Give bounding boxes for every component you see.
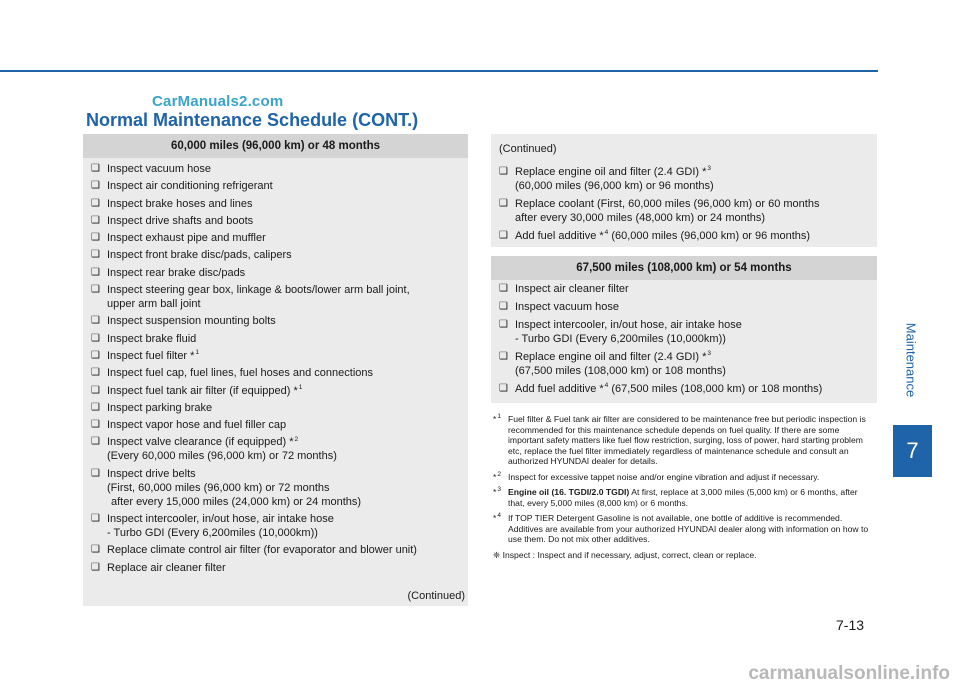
item-text: Inspect air cleaner filter	[515, 283, 629, 295]
checkbox-icon: ❑	[91, 249, 100, 261]
schedule-item	[91, 197, 462, 211]
footnotes	[493, 414, 876, 560]
item-text: Inspect intercooler, in/out hose, air intake hose	[515, 319, 742, 331]
footnote-mark: *$^4$	[493, 512, 501, 523]
schedule-item	[499, 350, 871, 378]
checkbox-icon: ❑	[91, 332, 100, 344]
checkbox-icon: ❑	[91, 513, 100, 525]
schedule-item	[91, 467, 462, 509]
schedule-item	[91, 366, 462, 380]
item-detail: (First, 60,000 miles (96,000 km) or 72 months	[107, 481, 330, 494]
checkbox-icon: ❑	[91, 467, 100, 479]
footnote-mark: *$^2$	[493, 470, 501, 482]
schedule-list	[491, 163, 877, 243]
checkbox-icon: ❑	[91, 401, 100, 413]
right-continued-panel	[491, 134, 877, 247]
checkbox-icon: ❑	[91, 315, 100, 327]
schedule-list	[491, 280, 877, 396]
item-text: Inspect fuel cap, fuel lines, fuel hoses and connections	[107, 367, 374, 380]
checkbox-icon: ❑	[91, 197, 100, 209]
item-detail: - Turbo GDI (Every 6,200miles (10,000km))	[107, 527, 318, 540]
schedule-item	[91, 384, 462, 398]
schedule-item	[499, 165, 871, 193]
checkbox-icon: ❑	[91, 367, 100, 379]
checkbox-icon: ❑	[499, 301, 508, 312]
item-text: Inspect suspension mounting bolts	[107, 315, 276, 328]
footnote-ref: 3	[707, 350, 712, 358]
watermark: CarManuals2.com	[152, 93, 284, 110]
item-text: Replace engine oil and filter (2.4 GDI) *	[515, 166, 707, 178]
checkbox-icon: ❑	[499, 319, 508, 330]
item-text: Add fuel additive *	[515, 230, 604, 242]
schedule-item	[91, 162, 462, 176]
schedule-item	[91, 248, 462, 262]
item-text: Inspect intercooler, in/out hose, air intake hose	[107, 513, 334, 526]
footnote-ref: 4	[604, 382, 609, 390]
schedule-item	[499, 318, 871, 346]
schedule-item	[499, 197, 871, 225]
footnote-text: Fuel filter & Fuel tank air filter are considered to be maintenance free but periodic inspection is recommended for this maintenance schedule depends on fuel quality. If there are some important safety matters like fuel flow restriction, surging, loss of power, hard starting problem etc, replace the fuel filter immediately regardless of maintenance schedule and consult an authorized HYUNDAI dealer for details.	[508, 414, 866, 466]
schedule-item	[91, 314, 462, 328]
footnote-text: At first, replace at 3,000 miles (5,000 km) or 6 months, after that, every 5,000 miles (8,000 km) or 6 months.	[508, 487, 858, 508]
inspect-note: ❈ Inspect : Inspect and if necessary, adjust, correct, clean or replace.	[493, 549, 757, 560]
item-text: Inspect front brake disc/pads, calipers	[107, 249, 292, 262]
checkbox-icon: ❑	[499, 166, 508, 177]
checkbox-icon: ❑	[91, 180, 100, 192]
item-text: Inspect rear brake disc/pads	[107, 266, 246, 279]
footer-watermark: carmanualsonline.info	[748, 663, 950, 684]
checkbox-icon: ❑	[499, 351, 508, 362]
item-text: Inspect air conditioning refrigerant	[107, 180, 273, 193]
schedule-item	[91, 401, 462, 415]
item-text: Inspect exhaust pipe and muffler	[107, 232, 266, 245]
schedule-item	[91, 214, 462, 228]
item-detail: (67,500 miles (108,000 km) or 108 months)	[515, 365, 726, 377]
footnote	[493, 487, 876, 508]
checkbox-icon: ❑	[499, 230, 508, 241]
item-interval: (60,000 miles (96,000 km) or 96 months)	[608, 230, 811, 242]
item-text: Inspect brake hoses and lines	[107, 197, 253, 210]
checkbox-icon: ❑	[91, 544, 100, 556]
section-tab	[891, 300, 931, 420]
item-detail: - Turbo GDI (Every 6,200miles (10,000km))	[515, 333, 726, 345]
checkbox-icon: ❑	[91, 214, 100, 226]
footnote	[493, 513, 876, 545]
page-number: 7-13	[836, 617, 865, 633]
schedule-item	[91, 418, 462, 432]
checkbox-icon: ❑	[91, 284, 100, 296]
right-schedule-panel	[491, 256, 877, 403]
item-text: Replace climate control air filter (for evaporator and blower unit)	[107, 544, 417, 557]
checkbox-icon: ❑	[499, 383, 508, 394]
checkbox-icon: ❑	[91, 349, 100, 361]
footnote-ref: 2	[294, 435, 299, 443]
item-text: Inspect fuel filter *	[107, 349, 195, 362]
footnote	[493, 472, 876, 483]
chapter-number: 7	[893, 425, 932, 477]
item-text: Replace coolant (First, 60,000 miles (96,000 km) or 60 months	[515, 198, 820, 210]
footnote-ref: 1	[195, 349, 200, 357]
item-text: Inspect vapor hose and fuel filler cap	[107, 419, 287, 432]
schedule-item	[91, 435, 462, 463]
checkbox-icon: ❑	[91, 232, 100, 244]
footnote-ref: 1	[298, 383, 303, 391]
item-detail: after every 15,000 miles (24,000 km) or 24 months)	[111, 495, 362, 508]
item-text: Inspect vacuum hose	[107, 163, 211, 175]
item-text: Inspect steering gear box, linkage & boots/lower arm ball joint,	[107, 284, 410, 297]
footnote-mark: *$^3$	[493, 486, 501, 497]
item-text: Replace air cleaner filter	[107, 561, 226, 574]
footnote-mark: *$^1$	[493, 413, 501, 424]
schedule-item	[499, 300, 871, 314]
schedule-item	[91, 332, 462, 346]
schedule-item	[499, 282, 871, 296]
checkbox-icon: ❑	[499, 283, 508, 294]
top-rule	[0, 70, 878, 72]
item-detail: (60,000 miles (96,000 km) or 96 months)	[515, 180, 714, 192]
checkbox-icon: ❑	[91, 561, 100, 573]
footnote	[493, 414, 876, 467]
item-text: Inspect brake fluid	[107, 332, 197, 345]
continued-label: (Continued)	[407, 590, 465, 602]
checkbox-icon: ❑	[91, 163, 100, 174]
footnote-bold: Engine oil (16. TGDI/2.0 TGDI)	[508, 487, 630, 497]
schedule-header: 67,500 miles (108,000 km) or 54 months	[491, 256, 877, 280]
item-text: Inspect vacuum hose	[515, 301, 619, 313]
item-text: Add fuel additive *	[515, 383, 604, 395]
item-detail: (Every 60,000 miles (96,000 km) or 72 months)	[107, 450, 337, 463]
footnote-text: Inspect for excessive tappet noise and/or engine vibration and adjust if necessary.	[508, 471, 820, 482]
continued-label: (Continued)	[499, 143, 557, 155]
item-text: Replace engine oil and filter (2.4 GDI) *	[515, 351, 707, 363]
schedule-item	[91, 231, 462, 245]
footnote-ref: 4	[604, 229, 609, 237]
page-title: Normal Maintenance Schedule (CONT.)	[86, 110, 419, 130]
checkbox-icon: ❑	[91, 384, 100, 396]
section-tab-label: Maintenance	[903, 322, 919, 398]
item-detail: after every 30,000 miles (48,000 km) or 24 months)	[515, 212, 766, 224]
left-schedule-panel	[83, 134, 468, 606]
item-text: Inspect parking brake	[107, 401, 213, 414]
item-text: Inspect fuel tank air filter (if equipped) *	[107, 384, 298, 397]
schedule-header: 60,000 miles (96,000 km) or 48 months	[83, 134, 468, 158]
schedule-item	[91, 283, 462, 311]
checkbox-icon: ❑	[91, 266, 100, 278]
item-text: Inspect drive belts	[107, 467, 196, 480]
schedule-item	[91, 179, 462, 193]
schedule-item	[91, 561, 462, 575]
schedule-list	[83, 158, 468, 575]
item-detail: upper arm ball joint	[107, 298, 201, 311]
item-text: Inspect valve clearance (if equipped) *	[107, 436, 294, 449]
schedule-item	[91, 512, 462, 540]
item-text: Inspect drive shafts and boots	[107, 214, 254, 227]
checkbox-icon: ❑	[499, 198, 508, 209]
item-interval: (67,500 miles (108,000 km) or 108 months)	[608, 383, 823, 395]
schedule-item	[499, 382, 871, 396]
footnote-ref: 3	[707, 165, 712, 173]
schedule-item	[91, 543, 462, 557]
schedule-item	[499, 229, 871, 243]
schedule-item	[91, 266, 462, 280]
schedule-item	[91, 349, 462, 363]
checkbox-icon: ❑	[91, 419, 100, 431]
footnote-text: If TOP TIER Detergent Gasoline is not available, one bottle of additive is recommended. Additives are available from your authorized HYUNDAI dealer along with information on how to use them. Do not mix other additives.	[508, 513, 869, 544]
checkbox-icon: ❑	[91, 436, 100, 448]
